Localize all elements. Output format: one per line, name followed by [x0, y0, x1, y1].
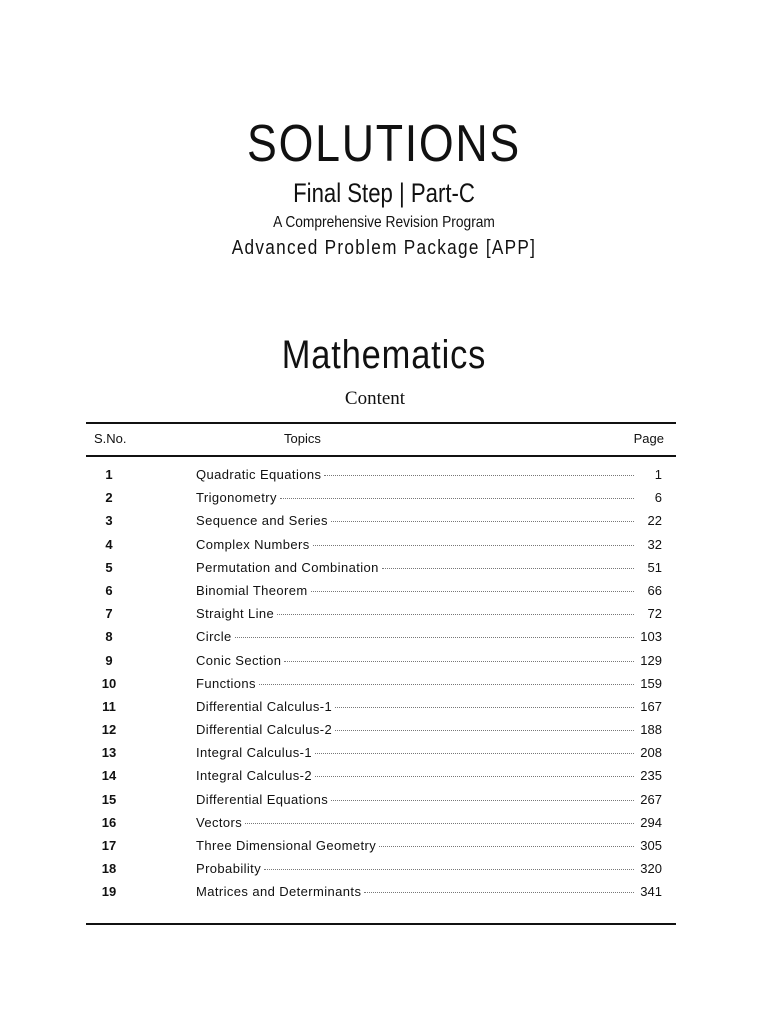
row-topic-cell — [196, 556, 634, 579]
row-topic-cell — [196, 463, 634, 486]
table-bottom-rule — [86, 923, 676, 925]
row-topic-cell — [196, 486, 634, 509]
row-topic: Integral Calculus-2 — [196, 768, 312, 784]
row-sno: 17 — [101, 838, 117, 853]
table-header — [86, 428, 676, 450]
dot-leader — [331, 521, 634, 522]
dot-leader — [245, 823, 634, 824]
table-row — [86, 811, 676, 834]
column-header-topics: Topics — [284, 431, 321, 446]
row-topic: Differential Calculus-1 — [196, 698, 333, 714]
table-row — [86, 556, 676, 579]
table-row — [86, 625, 676, 648]
row-sno: 12 — [101, 722, 117, 738]
row-topic: Permutation and Combination — [196, 559, 379, 575]
row-topic: Probability — [196, 861, 262, 877]
row-page: 22 — [647, 513, 662, 529]
row-sno: 5 — [105, 559, 113, 575]
row-page: 72 — [647, 606, 662, 622]
row-page: 129 — [640, 652, 662, 668]
column-header-page: Page — [633, 431, 664, 446]
row-topic-cell — [196, 880, 634, 903]
dot-leader — [277, 614, 634, 615]
dot-leader — [364, 892, 634, 893]
row-page: 267 — [640, 791, 662, 807]
row-sno: 11 — [102, 698, 116, 714]
row-page: 235 — [640, 768, 662, 784]
row-topic-cell — [196, 625, 634, 648]
row-topic: Differential Equations — [196, 791, 329, 807]
row-page: 305 — [640, 838, 662, 853]
row-page: 167 — [640, 698, 662, 714]
row-sno: 8 — [105, 629, 113, 645]
row-topic: Matrices and Determinants — [196, 884, 362, 900]
dot-leader — [324, 475, 634, 476]
contents-table-body — [86, 463, 676, 904]
table-row — [86, 533, 676, 556]
row-topic-cell — [196, 764, 634, 787]
row-topic: Straight Line — [196, 606, 275, 622]
row-page: 51 — [647, 559, 662, 575]
dot-leader — [259, 684, 634, 685]
dot-leader — [315, 753, 634, 754]
row-topic-cell — [196, 509, 634, 532]
row-sno: 1 — [105, 467, 113, 482]
table-row — [86, 857, 676, 880]
row-topic: Sequence and Series — [196, 513, 328, 529]
row-sno: 14 — [101, 768, 117, 784]
row-page: 159 — [640, 675, 662, 691]
row-topic-cell — [196, 834, 634, 857]
document-tagline: A Comprehensive Revision Program — [273, 214, 495, 231]
row-sno: 7 — [105, 606, 113, 622]
row-sno: 6 — [105, 582, 113, 598]
row-topic-cell — [196, 533, 634, 556]
row-topic: Conic Section — [196, 652, 282, 668]
row-topic-cell — [196, 649, 634, 672]
table-row — [86, 602, 676, 625]
table-row — [86, 718, 676, 741]
column-header-sno: S.No. — [94, 431, 127, 446]
row-topic-cell — [196, 695, 634, 718]
subject-heading: Mathematics — [281, 333, 487, 377]
row-topic-cell — [196, 602, 634, 625]
document-subtitle: Final Step | Part-C — [293, 178, 475, 208]
row-page: 208 — [640, 745, 662, 761]
row-topic-cell — [196, 857, 634, 880]
row-sno: 16 — [101, 814, 117, 830]
document-title: SOLUTIONS — [247, 115, 521, 173]
row-sno: 4 — [105, 536, 113, 552]
dot-leader — [235, 637, 634, 638]
row-topic: Trigonometry — [196, 490, 277, 506]
dot-leader — [335, 730, 634, 731]
row-sno: 18 — [101, 861, 117, 877]
row-sno: 13 — [101, 745, 117, 761]
row-page: 6 — [654, 490, 662, 506]
table-row — [86, 579, 676, 602]
row-topic: Differential Calculus-2 — [196, 722, 333, 738]
table-row — [86, 463, 676, 486]
table-top-rule — [86, 422, 676, 424]
dot-leader — [311, 591, 634, 592]
row-topic: Circle — [196, 629, 232, 645]
row-topic-cell — [196, 788, 634, 811]
row-sno: 19 — [101, 884, 117, 900]
row-page: 188 — [640, 722, 662, 738]
row-topic: Functions — [196, 675, 256, 691]
table-row — [86, 509, 676, 532]
dot-leader — [284, 661, 634, 662]
table-row — [86, 649, 676, 672]
row-page: 1 — [654, 467, 662, 482]
row-topic-cell — [196, 741, 634, 764]
row-sno: 9 — [105, 652, 113, 668]
row-topic: Complex Numbers — [196, 536, 310, 552]
table-row — [86, 741, 676, 764]
dot-leader — [335, 707, 634, 708]
table-row — [86, 695, 676, 718]
header — [0, 112, 768, 262]
row-topic: Vectors — [196, 814, 243, 830]
row-topic-cell — [196, 718, 634, 741]
table-row — [86, 764, 676, 787]
dot-leader — [315, 776, 634, 777]
dot-leader — [280, 498, 634, 499]
row-page: 341 — [640, 884, 662, 900]
dot-leader — [331, 800, 634, 801]
row-topic: Quadratic Equations — [196, 467, 322, 482]
row-topic: Three Dimensional Geometry — [196, 838, 377, 853]
table-row — [86, 486, 676, 509]
table-row — [86, 788, 676, 811]
row-page: 294 — [640, 814, 662, 830]
content-heading: Content — [344, 388, 406, 409]
row-page: 103 — [640, 629, 662, 645]
row-topic: Binomial Theorem — [196, 582, 308, 598]
dot-leader — [382, 568, 634, 569]
dot-leader — [379, 846, 634, 847]
row-topic-cell — [196, 672, 634, 695]
package-name: Advanced Problem Package [APP] — [231, 237, 537, 259]
row-sno: 15 — [101, 791, 117, 807]
row-sno: 3 — [105, 513, 113, 529]
row-topic: Integral Calculus-1 — [196, 745, 312, 761]
dot-leader — [264, 869, 634, 870]
row-sno: 10 — [101, 675, 117, 691]
table-row — [86, 672, 676, 695]
table-header-rule — [86, 455, 676, 457]
row-topic-cell — [196, 579, 634, 602]
row-page: 32 — [647, 536, 662, 552]
dot-leader — [313, 545, 634, 546]
row-sno: 2 — [105, 490, 113, 506]
table-row — [86, 880, 676, 903]
table-row — [86, 834, 676, 857]
row-page: 320 — [640, 861, 662, 877]
row-page: 66 — [647, 582, 662, 598]
row-topic-cell — [196, 811, 634, 834]
